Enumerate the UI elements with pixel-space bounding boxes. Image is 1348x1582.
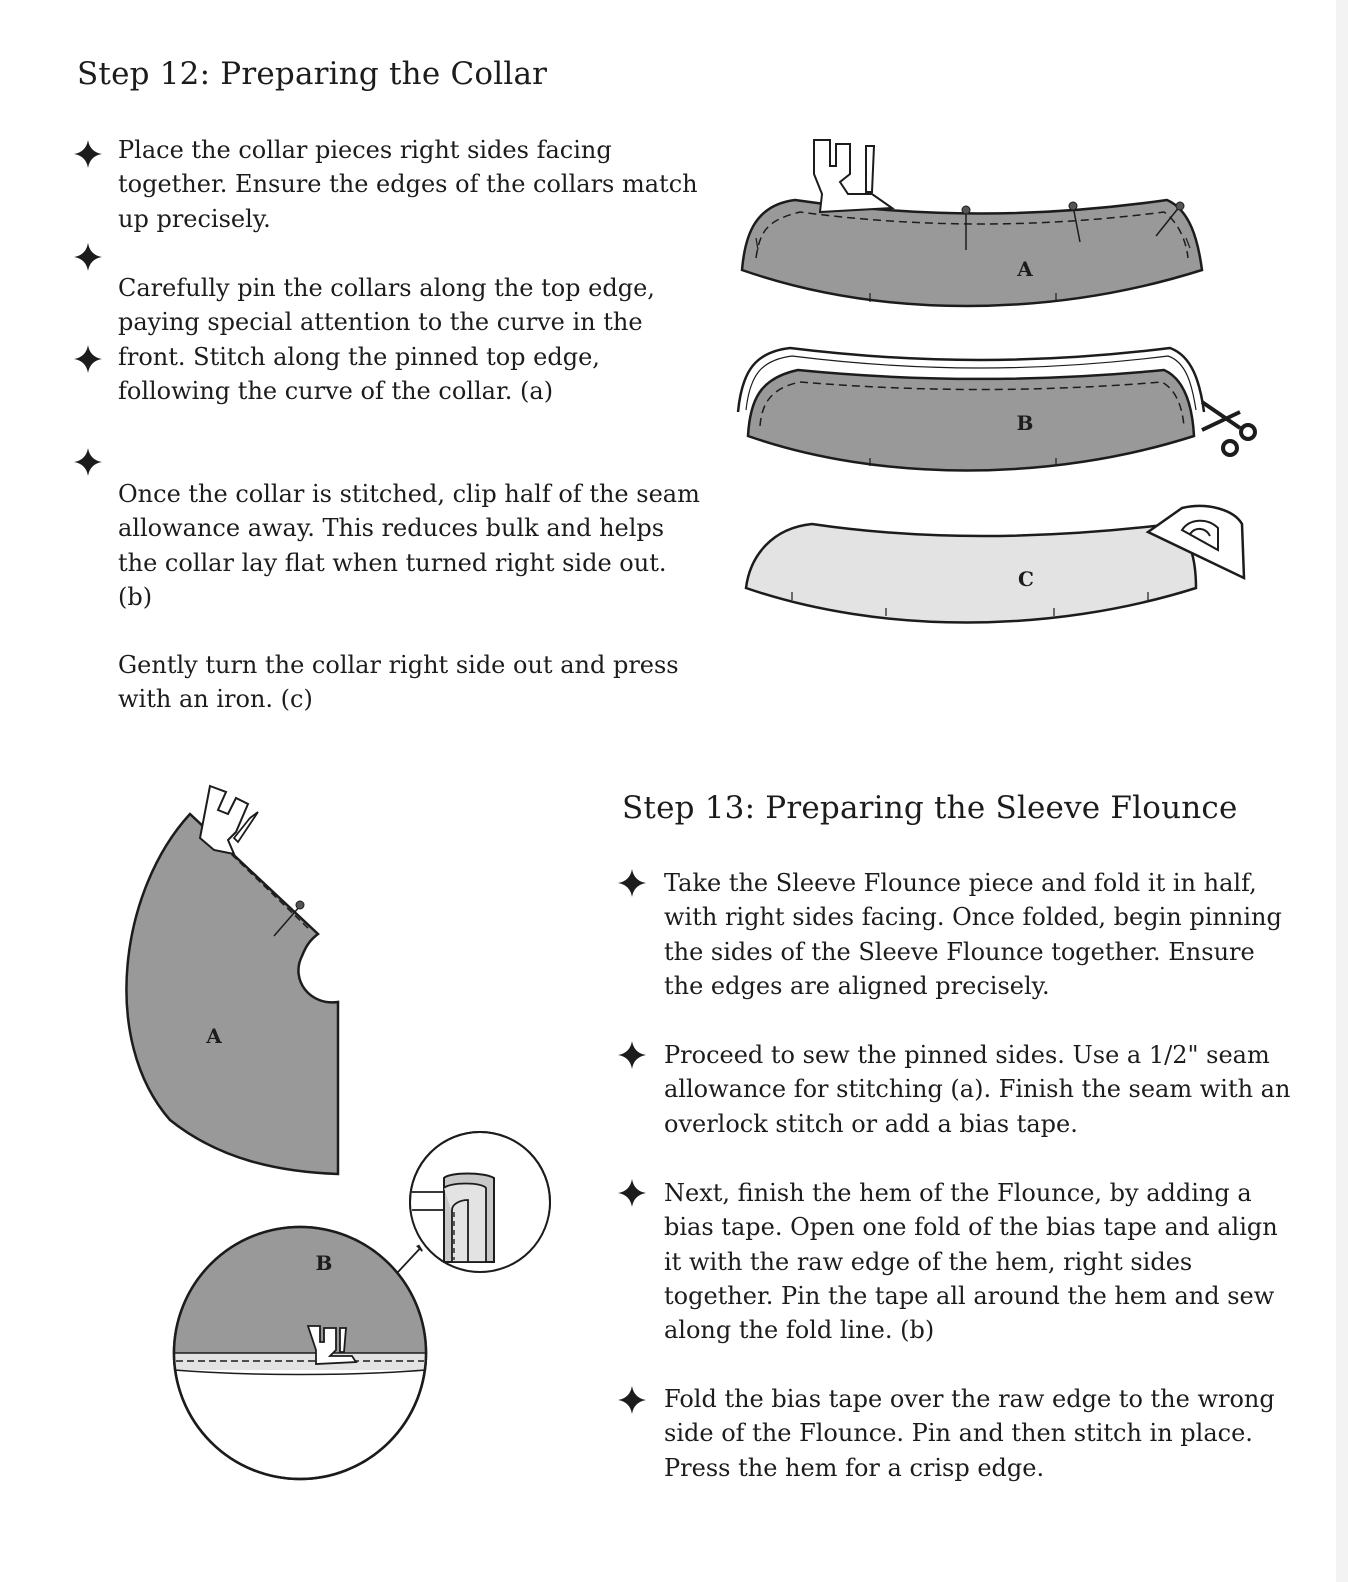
- collar-c-figure: [746, 506, 1244, 623]
- page-edge: [1336, 0, 1348, 1582]
- sleeve-flounce-illustration: [110, 780, 560, 1490]
- step-13-paragraph-1: Take the Sleeve Flounce piece and fold it in half, with right sides facing. Once folded, begin pinning the sides of the Sleeve Flounce together. Ensure the edges are aligned precisely.: [664, 869, 1282, 1000]
- step-13-paragraph-3: Next, finish the hem of the Flounce, by adding a bias tape. Open one fold of the bias tape and align it with the raw edge of the hem, right sides together. Pin the tape all around the hem and sew along the fold line. (b): [664, 1179, 1278, 1345]
- four-point-star-icon: [616, 1177, 648, 1209]
- step-12-paragraph-2: Carefully pin the collars along the top edge, paying special attention to the curve in the front. Stitch along the pinned top edge, following the curve of the collar. (a): [118, 274, 655, 405]
- four-point-star-icon: [616, 1039, 648, 1071]
- figure-label-b: B: [1016, 411, 1034, 435]
- step-13-title: Step 13: Preparing the Sleeve Flounce: [622, 790, 1238, 826]
- four-point-star-icon: [616, 1384, 648, 1416]
- step-13-paragraph-4: Fold the bias tape over the raw edge to the wrong side of the Flounce. Pin and then stitch in place. Press the hem for a crisp edge.: [664, 1385, 1275, 1482]
- collar-illustration: [720, 130, 1280, 640]
- four-point-star-icon: [72, 138, 104, 170]
- four-point-star-icon: [72, 343, 104, 375]
- four-point-star-icon: [72, 241, 104, 273]
- four-point-star-icon: [72, 446, 104, 478]
- bias-tape-detail-figure: [410, 1132, 550, 1280]
- step-12-paragraph-3: Once the collar is stitched, clip half of the seam allowance away. This reduces bulk and helps the collar lay flat when turned right side out. (b): [118, 480, 700, 611]
- figure-label-a: A: [206, 1024, 222, 1048]
- flounce-b-figure: [174, 1227, 426, 1479]
- figure-label-b: B: [315, 1251, 333, 1275]
- flounce-a-figure: [126, 786, 338, 1174]
- figure-label-c: C: [1018, 567, 1034, 591]
- figure-label-a: A: [1017, 257, 1033, 281]
- step-13-paragraph-2: Proceed to sew the pinned sides. Use a 1/2" seam allowance for stitching (a). Finish the seam with an overlock stitch or add a bias tape.: [664, 1041, 1291, 1138]
- step-12-paragraph-4: Gently turn the collar right side out and press with an iron. (c): [118, 651, 679, 714]
- collar-b-figure: [738, 348, 1255, 471]
- collar-a-figure: [742, 140, 1202, 306]
- four-point-star-icon: [616, 867, 648, 899]
- step-12-title: Step 12: Preparing the Collar: [77, 56, 548, 92]
- step-12-paragraph-1: Place the collar pieces right sides facing together. Ensure the edges of the collars match up precisely.: [118, 136, 698, 233]
